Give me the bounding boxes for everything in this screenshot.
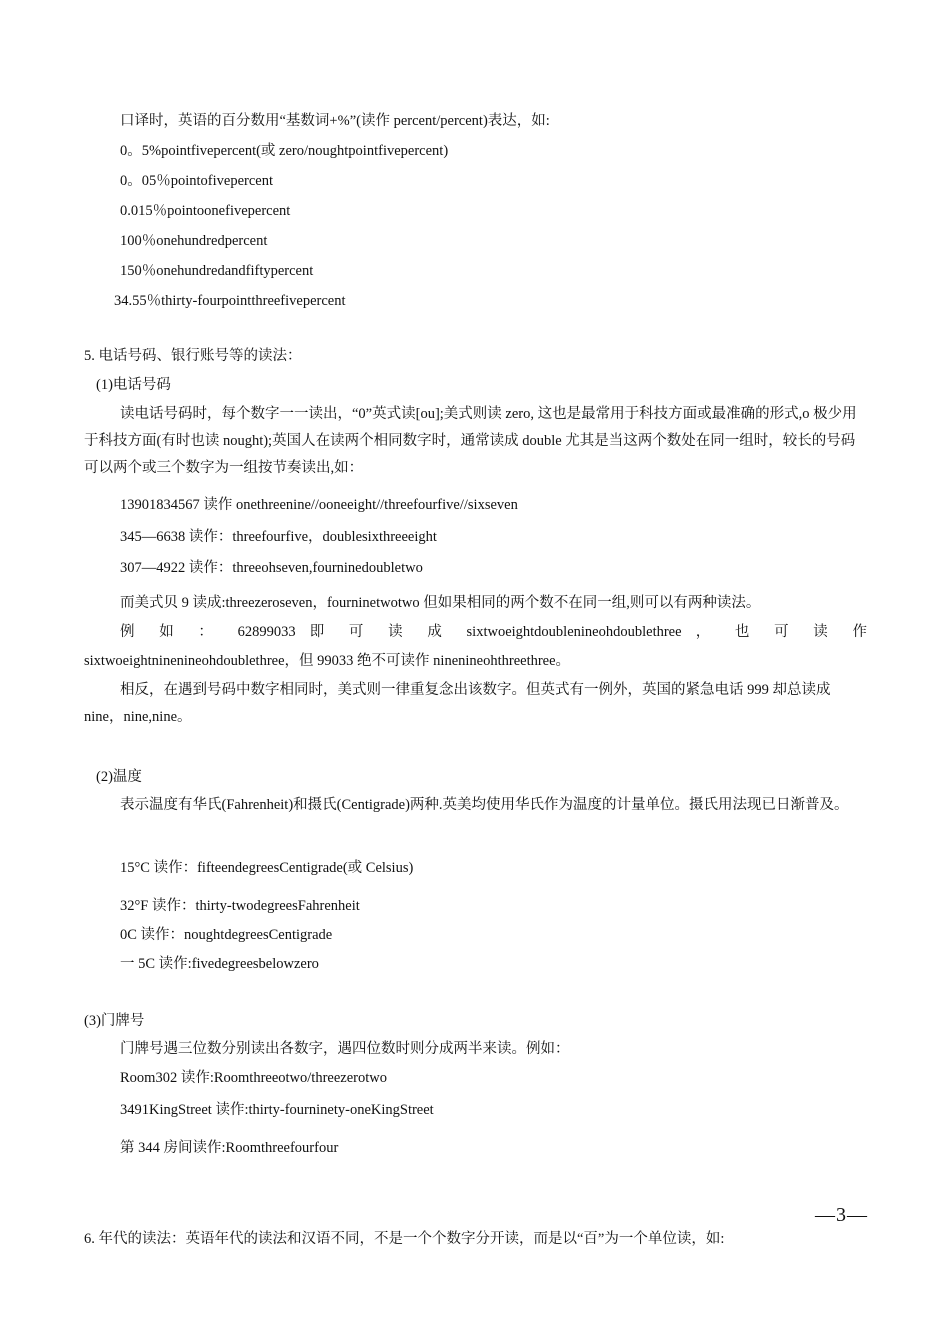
percent-example: 0。5%pointfivepercent(或 zero/noughtpointfivepercent) [120, 143, 449, 159]
page-number: —3— [815, 1204, 868, 1226]
temperature-example: 0C 读作：noughtdegreesCentigrade [120, 927, 333, 943]
phone-example-paragraph-line: sixtwoeightninenineohdoublethree，但 99033 绝不可读作 ninenineohthreethree。 [84, 653, 571, 669]
doorplate-example: 3491KingStreet 读作:thirty-fourninety-oneKingStreet [120, 1102, 434, 1118]
section-5-heading: 5. 电话号码、银行账号等的读法： [84, 348, 302, 364]
percent-example: 100％onehundredpercent [120, 233, 268, 249]
percent-example: 34.55％thirty-fourpointthreefivepercent [114, 293, 346, 309]
temperature-example: 15°C 读作：fifteendegreesCentigrade(或 Celsius) [120, 860, 414, 876]
doorplate-heading: (3)门牌号 [84, 1013, 145, 1029]
phone-heading: (1)电话号码 [96, 377, 171, 393]
temperature-heading: (2)温度 [96, 769, 142, 785]
phone-paragraph: 读电话号码时，每个数字一一读出，“0”英式读[ou];美式则读 zero, 这也是最常用于科技方面或最准确的形式,o 极少用于科技方面(有时也读 nought);英国人在读两个相同数字时，通常读成 double 尤其是当这两个数处在同一组时，较长的号码可以两个或三个数字为一组按节奏读出,如： [84, 406, 857, 476]
section-6-heading: 6. 年代的读法：英语年代的读法和汉语不同，不是一个个数字分开读，而是以“百”为一个单位读，如: [84, 1231, 725, 1247]
phone-example: 13901834567 读作 onethreenine//ooneeight//threefourfive//sixseven [120, 497, 518, 513]
percent-example: 0.015％pointoonefivepercent [120, 203, 291, 219]
doorplate-example: Room302 读作:Roomthreeotwo/threezerotwo [120, 1070, 387, 1086]
percent-intro: 口译时，英语的百分数用“基数词+%”(读作 percent/percent)表达，如: [120, 113, 550, 129]
doorplate-example: 第 344 房间读作:Roomthreefourfour [120, 1140, 339, 1156]
phone-paragraph-us: 而美式贝 9 读成:threezeroseven，fourninetwotwo 但如果相同的两个数不在同一组,则可以有两种读法。 [120, 595, 761, 611]
doorplate-intro: 门牌号遇三位数分别读出各数字，遇四位数时则分成两半来读。例如： [120, 1041, 570, 1057]
temperature-paragraph: 表示温度有华氏(Fahrenheit)和摄氏(Centigrade)两种.英美均使用华氏作为温度的计量单位。摄氏用法现已日渐普及。 [120, 797, 849, 813]
temperature-example: 32°F 读作：thirty-twodegreesFahrenheit [120, 898, 360, 914]
phone-example-paragraph-line: 例 如 ： 62899033 即 可 读 成 sixtwoeightdoublenineohdoublethree ， 也 可 读 作 [120, 624, 867, 640]
percent-example: 150％onehundredandfiftypercent [120, 263, 314, 279]
phone-example: 345—6638 读作：threefourfive，doublesixthreeeight [120, 529, 437, 545]
phone-example: 307—4922 读作：threeohseven,fourninedoubletwo [120, 560, 423, 576]
percent-example: 0。05％pointofivepercent [120, 173, 274, 189]
temperature-example: 一 5C 读作:fivedegreesbelowzero [120, 956, 319, 972]
phone-paragraph-emergency: 相反，在遇到号码中数字相同时，美式则一律重复念出该数字。但英式有一例外，英国的紧急电话 999 却总读成 nine，nine,nine。 [84, 682, 831, 725]
